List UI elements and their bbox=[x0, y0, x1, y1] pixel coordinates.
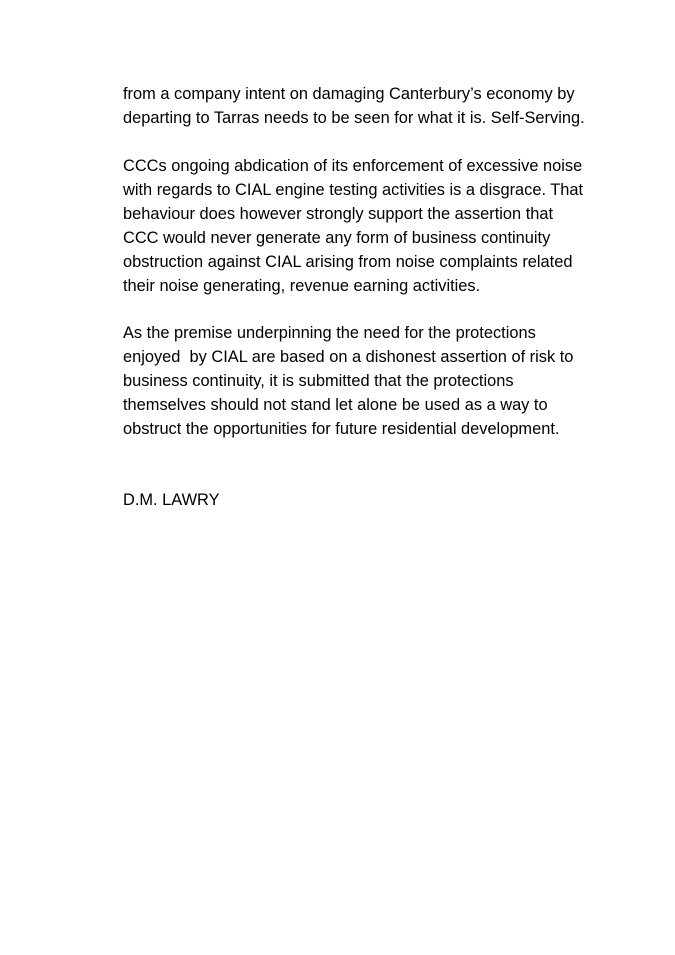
paragraph-3-line-2: enjoyed by CIAL are based on a dishonest assertion of risk to bbox=[123, 348, 574, 366]
paragraph-2-line-2: with regards to CIAL engine testing activities is a disgrace. That bbox=[123, 181, 584, 199]
paragraph-3-line-3: business continuity, it is submitted that the protections bbox=[123, 372, 514, 390]
paragraph-2-line-3: behaviour does however strongly support the assertion that bbox=[123, 205, 554, 223]
paragraph-2-line-6: their noise generating, revenue earning activities. bbox=[123, 277, 481, 295]
paragraph-2-line-1: CCCs ongoing abdication of its enforcement of excessive noise bbox=[123, 157, 583, 175]
paragraph-1-line-2: departing to Tarras needs to be seen for what it is. Self-Serving. bbox=[123, 109, 585, 127]
paragraph-2-line-5: obstruction against CIAL arising from noise complaints related bbox=[123, 253, 573, 271]
paragraph-3-line-4: themselves should not stand let alone be used as a way to bbox=[123, 396, 548, 414]
paragraph-3-line-1: As the premise underpinning the need for the protections bbox=[123, 324, 536, 342]
paragraph-1-line-1: from a company intent on damaging Canterbury’s economy by bbox=[123, 85, 575, 103]
signature: D.M. LAWRY bbox=[123, 491, 220, 509]
paragraph-2-line-4: CCC would never generate any form of business continuity bbox=[123, 229, 551, 247]
paragraph-3-line-5: obstruct the opportunities for future residential development. bbox=[123, 420, 560, 438]
